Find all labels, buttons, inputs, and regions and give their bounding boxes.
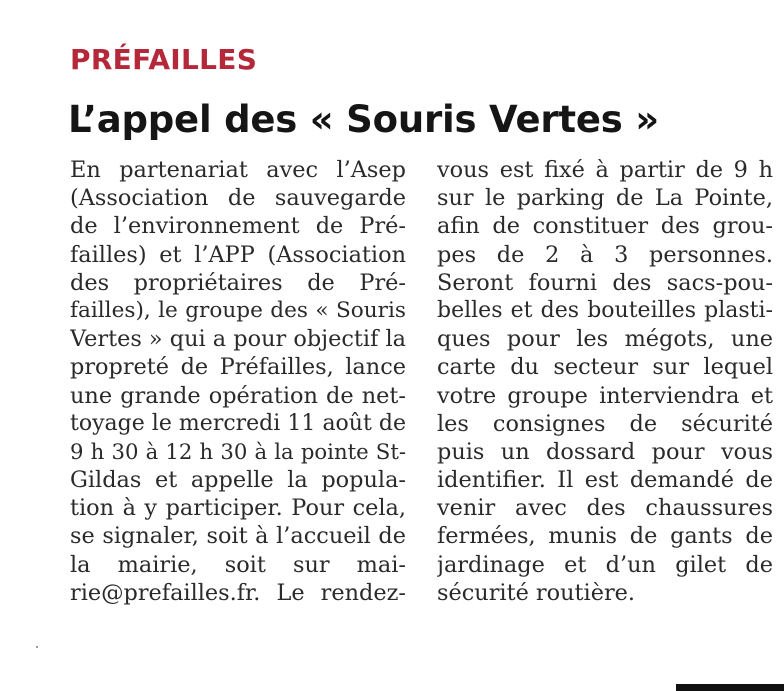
body-line: carte du secteur sur lequel [437,354,773,381]
body-line: venir avec des chaussures [437,495,773,522]
body-line: tion à y participer. Pour cela, [70,495,406,522]
page-edge-bar [676,684,784,691]
body-line: En partenariat avec l’Asep [70,157,406,183]
body-line: rie@prefailles.fr. Le rendez- [70,579,406,606]
body-line: une grande opération de net- [70,382,406,409]
body-line: failles) et l’APP (Association [70,241,406,268]
article-column-left [70,156,406,607]
body-line: de l’environnement de Pré- [70,213,406,240]
body-line: (Association de sauvegarde [70,185,406,212]
body-line: Gildas et appelle la popula- [70,467,406,494]
body-line: pes de 2 à 3 personnes. [437,241,773,268]
body-line: Seront fourni des sacs-pou- [437,269,773,296]
body-line: Vertes » qui a pour objectif la [70,326,406,353]
body-line: sécurité routière. [437,579,636,606]
body-line: sur le parking de La Pointe, [437,185,773,212]
body-line: puis un dossard pour vous [437,438,773,465]
body-line: fermées, munis de gants de [437,523,773,550]
body-line: des propriétaires de Pré- [70,269,406,296]
body-line: la mairie, soit sur mai- [70,551,406,578]
scan-speck [36,646,38,648]
body-line: toyage le mercredi 11 août de [70,410,406,436]
article-kicker: PRÉFAILLES [70,43,258,76]
body-line: jardinage et d’un gilet de [437,551,773,578]
body-line: propreté de Préfailles, lance [70,354,406,381]
body-line: se signaler, soit à l’accueil de [70,523,406,550]
body-line: 9 h 30 à 12 h 30 à la pointe St- [70,438,406,464]
body-line: belles et des bouteilles plasti- [437,297,773,323]
body-line: les consignes de sécurité [437,410,773,437]
article-column-right [437,156,773,607]
body-line: ques pour les mégots, une [437,326,773,353]
body-line: identifier. Il est demandé de [437,467,773,494]
body-line: failles), le groupe des « Souris [70,297,406,323]
body-line: vous est fixé à partir de 9 h [437,157,773,183]
body-line: votre groupe interviendra et [437,382,773,409]
body-line: afin de constituer des grou- [437,213,773,240]
article-headline: L’appel des « Souris Vertes » [68,98,659,141]
